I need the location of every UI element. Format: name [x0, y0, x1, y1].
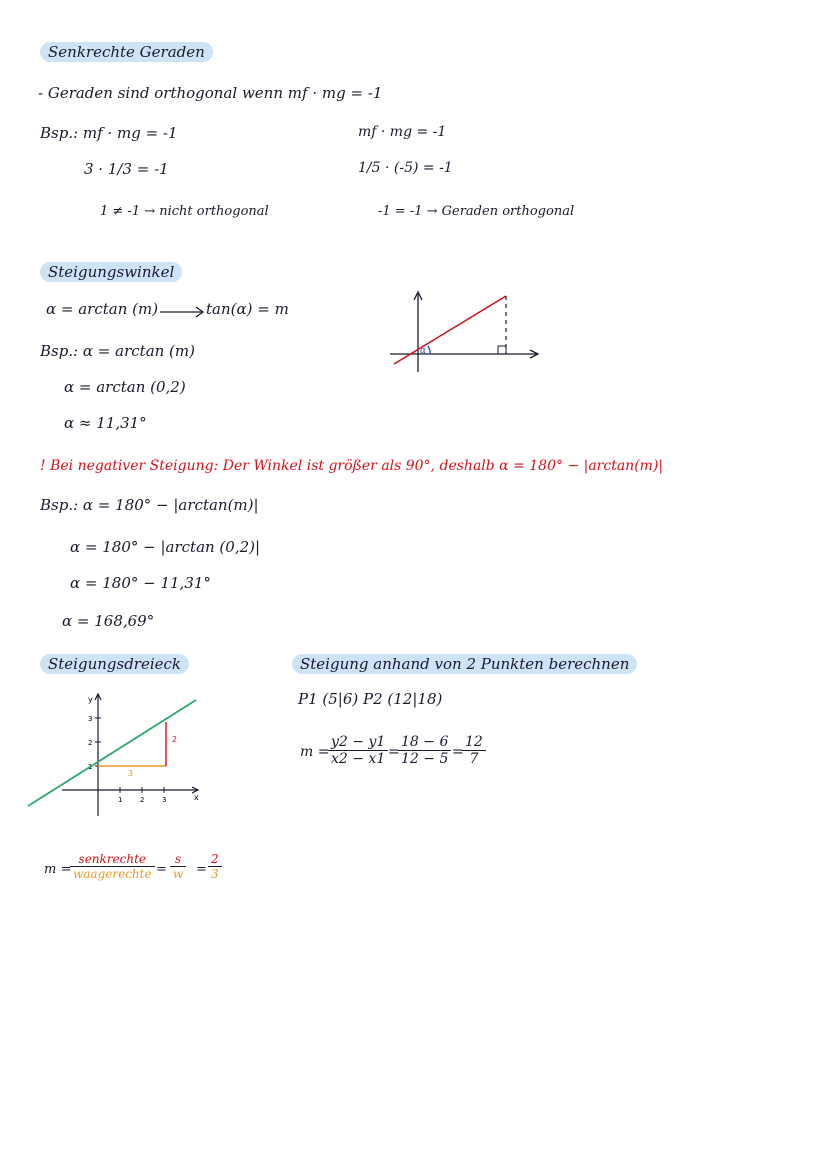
perpendicular-rule: - Geraden sind orthogonal wenn mf · mg = -1 [38, 84, 383, 102]
two-points-m-label: m = [300, 744, 330, 760]
triangle-frac1 [70, 852, 155, 881]
heading-angle: Steigungswinkel [40, 262, 182, 282]
triangle-frac2 [170, 852, 186, 881]
perpendicular-right-formula: mf · mg = -1 [358, 124, 447, 140]
two-points-frac3-den: 7 [469, 751, 479, 767]
two-points-frac3-num: 12 [462, 734, 486, 751]
two-points-frac1-den: x2 − x1 [331, 751, 386, 767]
two-points-frac2-num: 18 − 6 [398, 734, 451, 751]
x-tick-2: 2 [140, 796, 145, 804]
heading-triangle: Steigungsdreieck [40, 654, 189, 674]
y-tick-3: 3 [88, 715, 93, 723]
perpendicular-left-step: 3 · 1/3 = -1 [84, 160, 169, 178]
angle-example-label: Bsp.: α = arctan (m) [40, 342, 195, 360]
perpendicular-right-step: 1/5 · (-5) = -1 [358, 160, 453, 176]
x-tick-1: 1 [118, 796, 123, 804]
triangle-eq1: = [156, 862, 167, 877]
heading-perpendicular: Senkrechte Geraden [40, 42, 213, 62]
perpendicular-example-label: Bsp.: mf · mg = -1 [40, 124, 178, 142]
angle-example2-label: Bsp.: α = 180° − |arctan(m)| [40, 496, 259, 514]
angle-formula: α = arctan (m) [46, 300, 159, 318]
angle-formula-arrow [160, 305, 206, 319]
two-points-eq1: = [388, 744, 400, 760]
triangle-m-label: m = [44, 862, 72, 877]
perpendicular-left-result: 1 ≠ -1 → nicht orthogonal [100, 204, 269, 219]
two-points-frac1 [328, 734, 388, 767]
triangle-axis-x-label: x [194, 793, 199, 802]
perpendicular-right-result: -1 = -1 → Geraden orthogonal [378, 204, 575, 219]
two-points-eq2: = [452, 744, 464, 760]
angle-diagram-right-angle [498, 346, 506, 354]
angle-diagram-alpha: α [420, 346, 427, 356]
heading-two-points: Steigung anhand von 2 Punkten berechnen [292, 654, 637, 674]
angle-formula-result: tan(α) = m [206, 300, 289, 318]
triangle-vertical-label: 2 [172, 735, 178, 744]
triangle-frac3-den: 3 [211, 867, 219, 881]
y-tick-2: 2 [88, 739, 93, 747]
triangle-axis-y-label: y [88, 695, 93, 704]
triangle-frac3-num: 2 [208, 852, 222, 867]
triangle-eq2: = [196, 862, 207, 877]
triangle-frac2-den: w [173, 867, 184, 881]
angle-step1: α = arctan (0,2) [64, 378, 186, 396]
triangle-diagram [26, 690, 206, 820]
angle-step4: α = 180° − 11,31° [70, 574, 211, 592]
triangle-frac1-num: senkrechte [70, 852, 155, 867]
angle-warning: ! Bei negativer Steigung: Der Winkel ist größer als 90°, deshalb α = 180° − |arctan(m)| [40, 458, 664, 474]
two-points-frac3 [462, 734, 486, 767]
triangle-horizontal-label: 3 [128, 769, 134, 778]
angle-diagram [390, 282, 540, 372]
triangle-frac3 [208, 852, 222, 881]
two-points-points: P1 (5|6) P2 (12|18) [298, 690, 443, 708]
triangle-frac2-num: s [170, 852, 186, 867]
two-points-frac1-num: y2 − y1 [328, 734, 388, 751]
x-tick-3: 3 [162, 796, 167, 804]
angle-step5: α = 168,69° [62, 612, 155, 630]
two-points-frac2-den: 12 − 5 [401, 751, 449, 767]
triangle-frac1-den: waagerechte [73, 867, 152, 881]
angle-step2: α ≈ 11,31° [64, 414, 147, 432]
angle-diagram-arc [428, 346, 430, 354]
angle-step3: α = 180° − |arctan (0,2)| [70, 538, 261, 556]
two-points-frac2 [398, 734, 451, 767]
